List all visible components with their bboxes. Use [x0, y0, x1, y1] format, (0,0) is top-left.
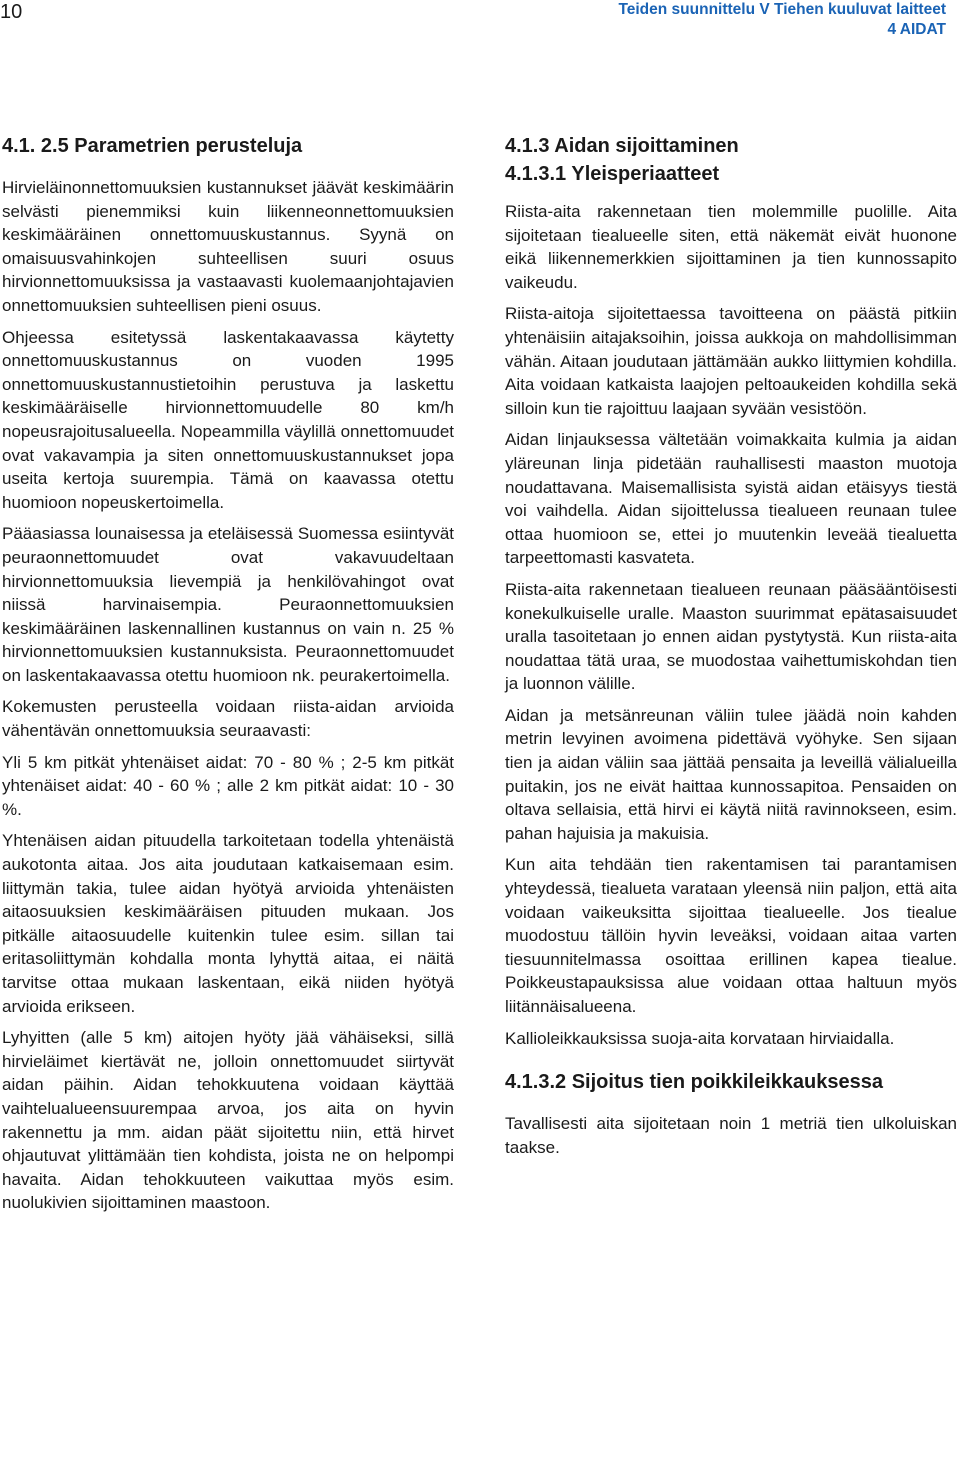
paragraph: Kokemusten perusteella voidaan riista-aidan arvioida vähentävän onnettomuuksia seuraavasti:: [2, 697, 454, 741]
paragraph: Kallioleikkauksissa suoja-aita korvataan hirviaidalla.: [505, 1028, 895, 1048]
paragraph: Riista-aitoja sijoitettaessa tavoitteena on päästä pitkiin yhtenäisiin aitajaksoihin, joissa aukkoja on mahdollisimman vähän. Aitaan joudutaan jättämään aukko liittymien kohdilla. Aita voidaan katkaista laajojen peltoaukeiden kohdilla sekä silloin kun tie rajoittuu laajaan syvään vesistöön.: [505, 304, 957, 418]
paragraph: Kun aita tehdään tien rakentamisen tai parantamisen yhteydessä, tiealueta varataan yleensä niin paljon, että aita voidaan vaikeuksitta sijoittaa tiealueelle. Jos tiealue muodostuu tällöin hyvin leveäksi, voidaan aitaa varten tiesuunnitelmassa osoittaa erillinen kapea tiealue. Poikkeustapauksissa alue voidaan ottaa haltuun myös liitännäisalueena.: [505, 855, 957, 1016]
paragraph: Aidan ja metsänreunan väliin tulee jäädä noin kahden metrin levyinen avoimena pidettävä vyöhyke. Sen sijaan tien ja aidan väliin saa jättää pensaita ja leveillä välialueilla puitakin, jos ne eivät haittaa kunnossapitoa. Pensaiden on oltava sellaisia, että hirvi ei käytä niitä ravinnokseen, esim. pahan hajuisia ja makuisia.: [505, 705, 957, 843]
running-header-line-2: 4 AIDAT: [887, 21, 946, 38]
running-header-line-1: Teiden suunnittelu V Tiehen kuuluvat laitteet: [618, 1, 946, 18]
paragraph: Lyhyitten (alle 5 km) aitojen hyöty jää vähäiseksi, sillä hirvieläimet kiertävät ne, jolloin onnettomuudet siirtyvät aidan päihin. Aidan tehokkuutena voidaan käyttää vaihtelualueensuurempaa arvoa, jos aita on hyvin rakennettu ja mm. aidan päät sijoitettu niin, että hirvet ohjautuvat ylittämään tien kohdista, joista ne on helpompi havaita. Aidan tehokkuuteen vaikuttaa myös esim. nuolukivien sijoittaminen maastoon.: [2, 1028, 454, 1213]
paragraph: Tavallisesti aita sijoitetaan noin 1 metriä tien ulkoluiskan taakse.: [505, 1114, 957, 1157]
running-header: [618, 0, 946, 40]
paragraph: Riista-aita rakennetaan tiealueen reunaan pääsääntöisesti konekulkuiselle uralle. Maaston suurimmat epätasaisuudet uralla tasoitetaan jo ennen aidan pystytystä. Kun riista-aita noudattaa tätä uraa, se muodostaa vaihettumiskohdan tien ja luonnon välille.: [505, 579, 957, 694]
paragraph: Ohjeessa esitetyssä laskentakaavassa käytetty onnettomuuskustannus on vuoden 1995 onnettomuuskustannustietoihin perustuva ja laskettu keskimääräiselle hirvionnettomuudelle 80 km/h nopeusrajoitusalueella. Nopeammilla väylillä onnettomuudet ovat vakavampia ja siten onnettomuuskustannukset jopa useita kertoja suurempia. Tämä on kaavassa otettu huomioon nopeuskertoimella.: [2, 327, 454, 512]
paragraph: Pääasiassa lounaisessa ja eteläisessä Suomessa esiintyvät peuraonnettomuudet ovat vakavuudeltaan hirvionnettomuuksia lievempiä ja henkilövahingot ovat niissä harvinaisempia. Peuraonnettomuuksien keskimääräinen laskennallinen kustannus on vain n. 25 % hirvionnettomuuksien kustannuksista. Peuraonnettomuudet on laskentakaavassa otettu huomioon nk. peurakertoimella.: [2, 524, 454, 685]
section-heading: 4.1.3 Aidan sijoittaminen: [505, 135, 739, 157]
left-column: [2, 132, 454, 1223]
paragraph: Yhtenäisen aidan pituudella tarkoitetaan todella yhtenäistä aukotonta aitaa. Jos aita joudutaan katkaisemaan esim. liittymän takia, tulee aidan hyötyä arvioida yhtenäisten aitaosuuksien keskimääräisen pituuden mukaan. Jos pitkälle aitaosuudelle kuitenkin tulee esim. sillan tai eritasoliittymän kohdalla monta lyhyttä aitaa, ei näitä tarvitse ottaa mukaan laskentaan, eikä niiden hyötyä arvioida erikseen.: [2, 831, 454, 1016]
subsection-heading: 4.1.3.2 Sijoitus tien poikkileikkauksessa: [505, 1071, 883, 1094]
right-column: [505, 132, 957, 1167]
paragraph: Aidan linjauksessa vältetään voimakkaita kulmia ja aidan yläreunan linja pidetään rauhallisesti maaston muotoja noudattavana. Maisemallisista syistä aidan etäisyys tiestä voi vaihdella. Aidan sijoittelussa tiealueen reunaan tulee ottaa huomioon se, ettei jo muutenkin leveää tiealuetta tarpeettomasti kasvateta.: [505, 430, 957, 568]
paragraph: Riista-aita rakennetaan tien molemmille puolille. Aita sijoitetaan tiealueelle siten, että näkemät eivät huonone eikä liikennemerkkien sijoittaminen ja tien kunnossapito vaikeudu.: [505, 202, 957, 292]
section-heading: 4.1. 2.5 Parametrien perusteluja: [2, 135, 303, 157]
page-number: 10: [0, 1, 23, 23]
paragraph: Yli 5 km pitkät yhtenäiset aidat: 70 - 80 % ; 2-5 km pitkät yhtenäiset aidat: 40 - 60 % ; alle 2 km pitkät aidat: 10 - 30 %.: [2, 752, 454, 819]
subsection-heading: 4.1.3.1 Yleisperiaatteet: [505, 163, 720, 185]
paragraph: Hirvieläinonnettomuuksien kustannukset jäävät keskimäärin selvästi pienemmiksi kuin liikenneonnettomuuksien keskimääräinen onnettomuuskustannus. Syynä on omaisuusvahinkojen suhteellisen suuri osuus hirvionnettomuuksissa ja vastaavasti kuolemaanjohtajavien onnettomuuksien suhteellisen pieni osuus.: [2, 178, 454, 315]
